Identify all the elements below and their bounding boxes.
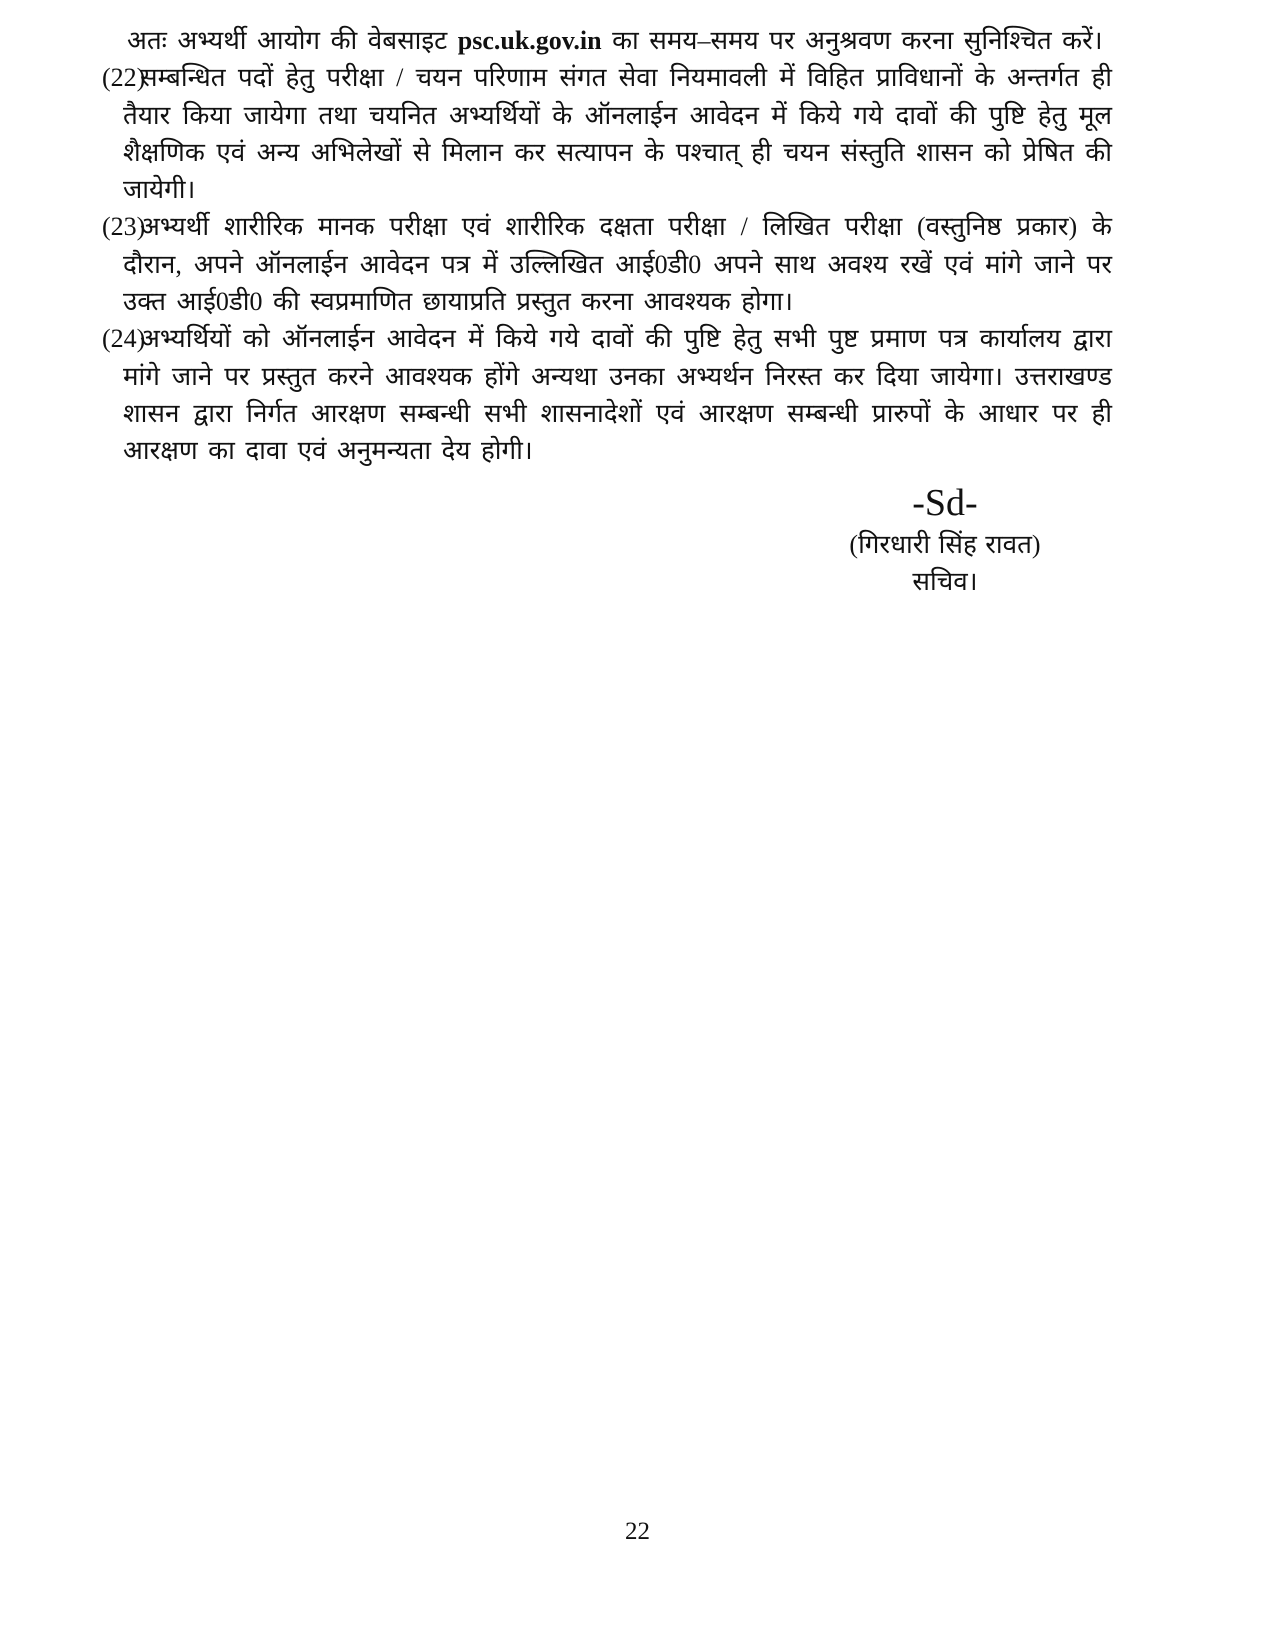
signatory-name: (गिरधारी सिंह रावत): [849, 529, 1041, 559]
clause-23: [102, 208, 1112, 320]
signature-sd: -Sd-: [912, 481, 978, 524]
clause-24-text: अभ्यर्थियों को ऑनलाईन आवेदन में किये गये दावों की पुष्टि हेतु सभी पुष्ट प्रमाण पत्र कार्यालय द्वारा मांगे जाने पर प्रस्तुत करने आवश्यक होंगे अन्यथा उनका अभ्यर्थन निरस्त कर दिया जायेगा। उत्तराखण्ड शासन द्वारा निर्गत आरक्षण सम्बन्धी सभी शासनादेशों एवं आरक्षण सम्बन्धी प्रारुपों के आधार पर ही आरक्षण का दावा एवं अनुमन्यता देय होगी।: [123, 324, 1112, 466]
paragraph-intro: [127, 22, 1112, 59]
clause-22-text: सम्बन्धित पदों हेतु परीक्षा / चयन परिणाम संगत सेवा नियमावली में विहित प्राविधानों के अन्तर्गत ही तैयार किया जायेगा तथा चयनित अभ्यर्थियों के ऑनलाईन आवेदन में किये गये दावों की पुष्टि हेतु मूल शैक्षणिक एवं अन्य अभिलेखों से मिलान कर सत्यापन के पश्चात् ही चयन संस्तुति शासन को प्रेषित की जायेगी।: [123, 63, 1112, 205]
clause-23-text: अभ्यर्थी शारीरिक मानक परीक्षा एवं शारीरिक दक्षता परीक्षा / लिखित परीक्षा (वस्तुनिष्ठ प्रकार) के दौरान, अपने ऑनलाईन आवेदन पत्र में उल्लिखित आई0डी0 अपने साथ अवश्य रखें एवं मांगे जाने पर उक्त आई0डी0 की स्वप्रमाणित छायाप्रति प्रस्तुत करना आवश्यक होगा।: [123, 212, 1112, 317]
intro-text-after: का समय–समय पर अनुश्रवण करना सुनिश्चित करें।: [601, 26, 1103, 55]
signature-block: [785, 480, 1105, 599]
clause-24: [102, 320, 1112, 469]
clause-24-number: (24): [102, 324, 146, 354]
clause-22: [102, 59, 1112, 208]
clause-22-number: (22): [102, 63, 146, 93]
intro-text-before: अतः अभ्यर्थी आयोग की वेबसाइट: [127, 26, 458, 55]
signatory-title: सचिव।: [912, 566, 978, 596]
clause-23-number: (23): [102, 212, 146, 242]
page-content: [102, 22, 1112, 599]
page-number: 22: [625, 1518, 650, 1545]
website-text: psc.uk.gov.in: [457, 26, 602, 55]
